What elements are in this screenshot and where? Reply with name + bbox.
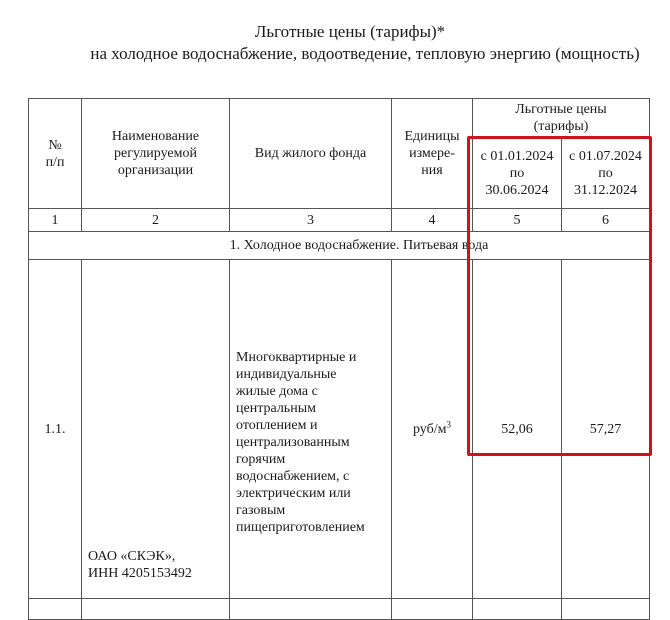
index-cell: 5 <box>473 209 562 232</box>
header-period-2: с 01.07.2024 по 31.12.2024 <box>562 138 650 209</box>
document-title: Льготные цены (тарифы)* <box>254 22 446 41</box>
header-num: № п/п <box>29 99 82 209</box>
row-unit <box>392 260 473 599</box>
index-cell: 3 <box>230 209 392 232</box>
row-unit-sup: 3 <box>446 418 451 429</box>
empty-cell <box>230 599 392 620</box>
row-num: 1.1. <box>29 260 82 599</box>
empty-cell <box>392 599 473 620</box>
tariff-table <box>28 98 650 620</box>
row-price-2: 57,27 <box>562 260 650 599</box>
section-heading: 1. Холодное водоснабжение. Питьевая вода <box>29 232 650 260</box>
header-org: Наименование регулируемой организации <box>82 99 230 209</box>
header-prices-group: Льготные цены (тарифы) <box>473 99 650 138</box>
empty-cell <box>82 599 230 620</box>
index-cell: 2 <box>82 209 230 232</box>
row-unit-text: руб/м <box>412 421 447 437</box>
row-org: ОАО «СКЭК», ИНН 4205153492 <box>82 260 230 599</box>
index-cell: 6 <box>562 209 650 232</box>
row-housing: Многоквартирные и индивидуальные жилые дома с центральным отоплением и централизованным горячим водоснабжением, с электрическим или газовым пищеприготовлением <box>230 260 392 599</box>
header-unit: Единицы измере-ния <box>392 99 473 209</box>
empty-cell <box>29 599 82 620</box>
index-cell: 1 <box>29 209 82 232</box>
header-housing: Вид жилого фонда <box>230 99 392 209</box>
table-row <box>29 260 650 599</box>
header-period-1: с 01.01.2024 по 30.06.2024 <box>473 138 562 209</box>
row-price-1: 52,06 <box>473 260 562 599</box>
empty-cell <box>473 599 562 620</box>
document-subtitle: на холодное водоснабжение, водоотведение, тепловую энергию (мощность) <box>90 44 640 63</box>
empty-cell <box>562 599 650 620</box>
index-cell: 4 <box>392 209 473 232</box>
